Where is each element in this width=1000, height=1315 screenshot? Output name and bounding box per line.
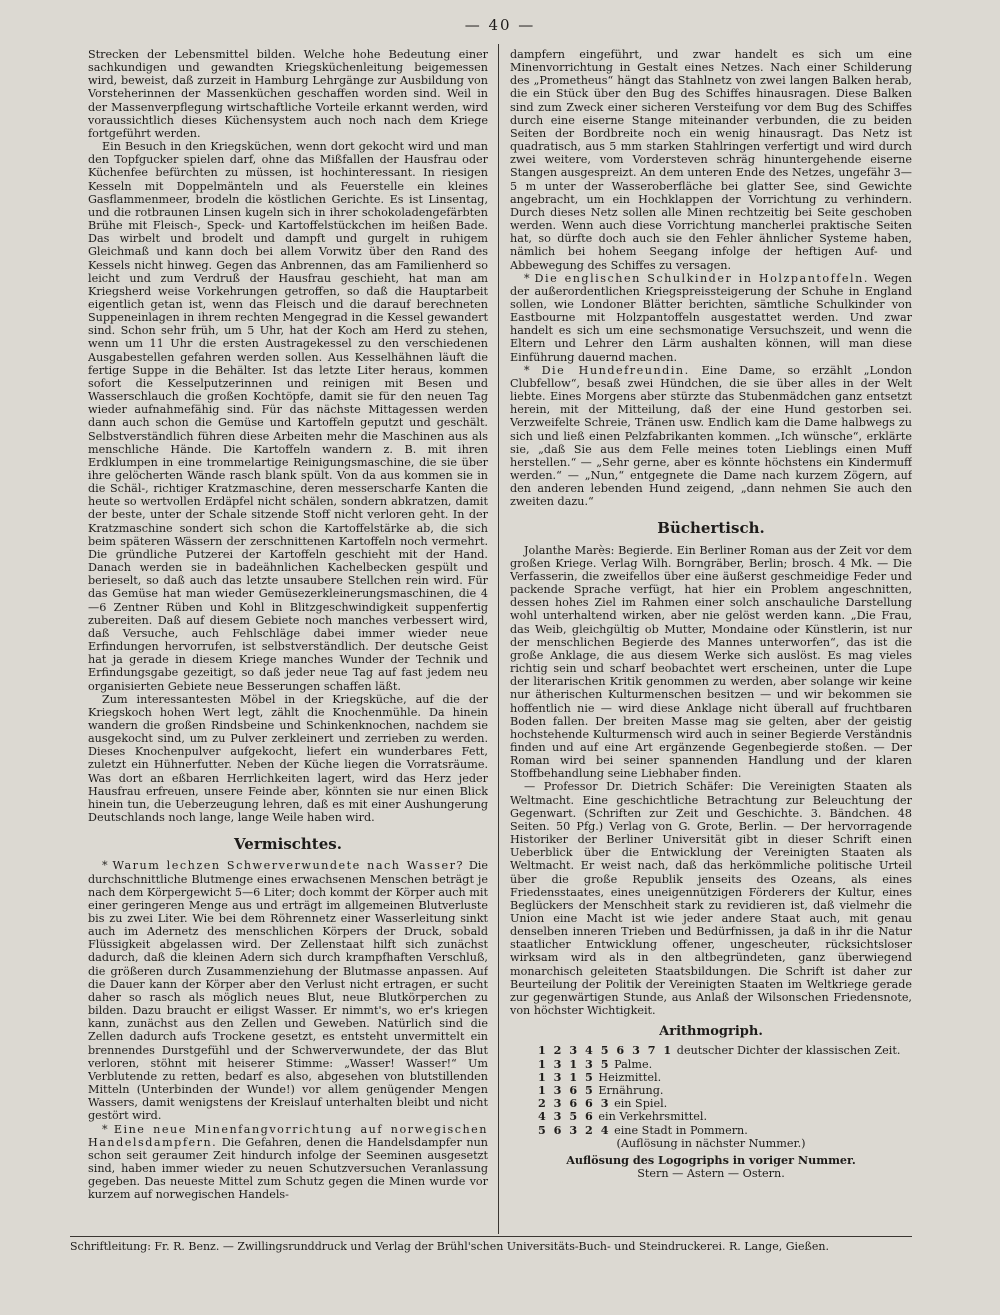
left-column: [88, 48, 488, 1238]
puzzle-row: 1 3 6 5 Ernährung.: [538, 1083, 664, 1098]
section-heading-vermischtes: Vermischtes.: [234, 835, 342, 854]
imprint-footer: Schriftleitung: Fr. R. Benz. — Zwillingsrunddruck und Verlag der Brühl'schen Universitäts-Buch- und Steindruckerei. R. Lange, Gießen.: [70, 1240, 829, 1253]
page-number: — 40 —: [464, 16, 536, 34]
solution-text: Stern — Astern — Ostern.: [637, 1167, 785, 1181]
section-heading-buechertisch: Büchertisch.: [657, 519, 765, 538]
news-item-title: Eine neue Minenfangvorrichtung auf norwegischen Handelsdampfern.: [88, 1122, 488, 1149]
footer-divider: [70, 1236, 912, 1237]
news-item: * Eine neue Minenfangvorrichtung auf norwegischen Handelsdampfern. Die Gefahren, denen die Handelsdampfer nun schon seit geraumer Zeit hindurch infolge der Seeminen ausgesetzt sind, haben immer wieder zu neuen Schutzversuchen Veranlassung gegeben. Das neueste Mittel zum Schutz gegen die Minen wurde vor kurzem auf norwegischen Handels-: [88, 1122, 488, 1202]
news-item-body: Die durchschnittliche Blutmenge eines erwachsenen Menschen beträgt je nach dem Körpergewicht 5—6 Liter; doch kommt der Körper auch mit einer geringeren Menge aus und erträgt im allgemeinen Blutverluste bis zu zwei Liter. Wie bei dem Röhrennetz einer Wasserleitung sinkt auch im Adernetz des menschlichen Körpers der Druck, sobald Flüssigkeit abgelassen wird. Der Zellenstaat hilft sich zunächst dadurch, daß die kleinen Adern sich durch krampfhaften Verschluß, die größeren durch Zusammenziehung der Blutmasse anpassen. Auf die Dauer kann der Körper aber den Verlust nicht ertragen, er sucht daher so rasch als möglich neues Blut, neue Blutkörperchen zu bilden. Dazu braucht er eiligst Wasser. Er nimmt's, wo er's kriegen kann, zunächst aus den Zellen und Geweben. Natürlich sind die Zellen dadurch aufs Trockene gesetzt, es entsteht unvermittelt ein brennendes Durstgefühl und der Schwerverwundete, der das Blut verloren, stöhnt mit heiserer Stimme: „Wasser! Wasser!“ Um Verblutende zu retten, bedarf es also, abgesehen von blutstillenden Mitteln (Unterbinden der Wunde!) vor allem genügender Mengen Wassers, damit wenigstens der Kreislauf unterhalten bleibt und nicht gestört wird.: [88, 859, 488, 1123]
news-item-title: Warum lechzen Schwerverwundete nach Wasser?: [112, 859, 464, 873]
solution-heading: Auflösung des Logogriphs in voriger Nummer.: [566, 1152, 856, 1167]
puzzle-row: 1 3 1 5 Heizmittel.: [538, 1069, 662, 1084]
puzzle-row: 4 3 5 6 ein Verkehrsmittel.: [538, 1109, 707, 1124]
news-item: * Die Hundefreundin. Eine Dame, so erzählt „London Clubfellow“, besaß zwei Hündchen, die sie über alles in der Welt liebte. Eines Morgens aber stürzte das Stubenmädchen ganz entsetzt herein, mit der Mitteilung, daß der eine Hund gestorben sei. Verzweifelte Schreie, Tränen usw. Endlich kam die Dame halbwegs zu sich und ließ einen Pelzfabrikanten kommen. „Ich wünsche“, erklärte sie, „daß Sie aus dem Felle meines toten Lieblings einen Muff herstellen.“ — „Sehr gerne, aber es könnte höchstens ein Kindermuff werden.“ — „Nun,“ entgegnete die Dame nach kurzem Zögern, auf den anderen lebenden Hund zeigend, „dann nehmen Sie auch den zweiten dazu.“: [510, 363, 912, 509]
puzzle-row: 2 3 6 6 3 ein Spiel.: [538, 1096, 668, 1111]
puzzle-row: 1 2 3 4 5 6 3 7 1 deutscher Dichter der klassischen Zeit.: [538, 1043, 901, 1058]
news-item-body: Die Gefahren, denen die Handelsdampfer nun schon seit geraumer Zeit hindurch infolge der Seeminen ausgesetzt sind, haben immer wieder zu neuen Schutzversuchen Veranlassung gegeben. Das neueste Mittel zum Schutz gegen die Minen wurde vor kurzem auf norwegischen Handels-: [88, 1135, 488, 1202]
news-item-title: Die englischen Schulkinder in Holzpantoffeln.: [534, 271, 869, 285]
book-review: Jolanthe Marès: Begierde. Ein Berliner Roman aus der Zeit vor dem großen Kriege. Verlag Wilh. Borngräber, Berlin; brosch. 4 Mk. — Die Verfasserin, die zweifellos über eine äußerst geschmeidige Feder und packende Sprache verfügt, hat hier ein Problem angeschnitten, dessen hohes Ziel im Rahmen einer solch anschauliche Darstellung wohl unterhaltend wirken, aber nie gelöst werden kann. „Die Frau, das Weib, gleichgültig ob Mutter, Mondaine oder Künstlerin, ist nur der menschlichen Begierde des Mannes unterworfen“, das ist die große Anklage, die aus diesem Werke sich auslöst. Es mag vieles richtig sein und scharf beobachtet wert erscheinen, unter die Lupe der literarischen Kritik genommen zu werden, aber solange wir keine nur ätherischen Kulturmenschen besitzen — und wir bekommen sie hoffentlich nie — wird diese Anklage nicht überall auf fruchtbaren Boden fallen. Der breiten Masse mag sie gelten, aber der geistig hochstehende Kulturmensch wird auch in seiner Begierde Verständnis finden und auf eine Art ergänzende Gegenbegierde stoßen. — Der Roman wird bei seiner spannenden Handlung und der klaren Stoffbehandlung seine Liebhaber finden.: [510, 543, 912, 781]
article-paragraph: Zum interessantesten Möbel in der Kriegsküche, auf die der Kriegskoch hohen Wert legt, zählt die Knochenmühle. Da hinein wandern die großen Rindsbeine und Schinkenknochen, nachdem sie ausgekocht sind, um zu Pulver zerkleinert und zerrieben zu werden. Dieses Knochenpulver aufgekocht, liefert ein wunderbares Fett, zuletzt ein Hühnerfutter. Neben der Küche liegen die Vorratsräume. Was dort an eßbaren Herrlichkeiten lagert, wird das Herz jeder Hausfrau erfreuen, unsere Feinde aber, könnten sie nur einen Blick hinein tun, die Ueberzeugung lehren, daß es mit einer Aushungerung Deutschlands noch lange, lange Weile haben wird.: [88, 692, 488, 825]
puzzle-row: 5 6 3 2 4 eine Stadt in Pommern.: [538, 1122, 748, 1137]
article-paragraph: dampfern eingeführt, und zwar handelt es sich um eine Minenvorrichtung in Gestalt eines Netzes. Nach einer Schilderung des „Prometheus“ hängt das Stahlnetz von zwei langen Balken herab, die ein Stück über den Bug des Schiffes hinausragen. Diese Balken sind zum Zweck einer sicheren Versteifung vor dem Bug des Schiffes durch eine eiserne Stange miteinander verbunden, die zu beiden Seiten der Bordbreite noch ein wenig hinausragt. Das Netz ist quadratisch, aus 5 mm starken Stahlringen verfertigt und wird durch zwei weitere, vom Vordersteven schräg hinuntergehende eiserne Stangen ausgespreizt. An dem unteren Ende des Netzes, ungefähr 3—5 m unter der Wasseroberfläche bei glatter See, sind Gewichte angebracht, um ein Hochklappen der Vorrichtung zu verhindern. Durch dieses Netz sollen alle Minen rechtzeitig bei Seite geschoben werden. Wenn auch diese Vorrichtung mancherlei praktische Seiten hat, so dürfte doch auch sie den Fehler ähnlicher Systeme haben, nämlich bei hohem Seegang infolge der heftigen Auf- und Abbewegung des Schiffes zu versagen.: [510, 48, 912, 272]
book-review: — Professor Dr. Dietrich Schäfer: Die Vereinigten Staaten als Weltmacht. Eine geschichtliche Betrachtung zur Beleuchtung der Gegenwart. (Schriften zur Zeit und Geschichte. 3. Bändchen. 48 Seiten. 50 Pfg.) Verlag von G. Grote, Berlin. — Der hervorragende Historiker der Berliner Universität gibt in dieser Schrift einen Ueberblick über die Entwicklung der Vereinigten Staaten als Weltmacht. Er weist nach, daß das herkömmliche politische Urteil über die große Republik jenseits des Ozeans, als eines Friedensstaates, eines uneigennützigen Förderers der Kultur, eines Beglückers der Menschheit stark zu revidieren ist, daß vielmehr die Union eine Macht ist wie jeder andere Staat auch, mit genau denselben inneren Trieben und Bedürfnissen, ja daß in ihr die Natur staatlicher Entwicklung offener, ungescheuter, rücksichtsloser wirksam wird als in den altbegründeten, ganz überwiegend monarchisch geleiteten Staatsbildungen. Die Schrift ist daher zur Beurteilung der Politik der Vereinigten Staaten im Weltkriege gerade zur gegenwärtigen Stunde, aus Anlaß der Wilsonschen Friedensnote, von höchster Wichtigkeit.: [510, 780, 912, 1018]
news-item-body: Eine Dame, so erzählt „London Clubfellow“, besaß zwei Hündchen, die sie über alles in der Welt liebte. Eines Morgens aber stürzte das Stubenmädchen ganz entsetzt herein, mit der Mitteilung, daß der eine Hund gestorben sei. Verzweifelte Schreie, Tränen usw. Endlich kam die Dame halbwegs zu sich und ließ einen Pelzfabrikanten kommen. „Ich wünsche“, erklärte sie, „daß Sie aus dem Felle meines toten Lieblings einen Muff herstellen.“ — „Sehr gerne, aber es könnte höchstens ein Kindermuff werden.“ — „Nun,“ entgegnete die Dame nach kurzem Zögern, auf den anderen lebenden Hund zeigend, „dann nehmen Sie auch den zweiten dazu.“: [510, 363, 912, 509]
column-divider: [498, 44, 499, 1234]
puzzle-row: 1 3 1 3 5 Palme.: [538, 1056, 653, 1071]
puzzle-note: (Auflösung in nächster Nummer.): [616, 1136, 806, 1150]
news-item: * Warum lechzen Schwerverwundete nach Wasser? Die durchschnittliche Blutmenge eines erwachsenen Menschen beträgt je nach dem Körpergewicht 5—6 Liter; doch kommt der Körper auch mit einer geringeren Menge aus und erträgt im allgemeinen Blutverluste bis zu zwei Liter. Wie bei dem Röhrennetz einer Wasserleitung sinkt auch im Adernetz des menschlichen Körpers der Druck, sobald Flüssigkeit abgelassen wird. Der Zellenstaat hilft sich zunächst dadurch, daß die kleinen Adern sich durch krampfhaften Verschluß, die größeren durch Zusammenziehung der Blutmasse anpassen. Auf die Dauer kann der Körper aber den Verlust nicht ertragen, er sucht daher so rasch als möglich neues Blut, neue Blutkörperchen zu bilden. Dazu braucht er eiligst Wasser. Er nimmt's, wo er's kriegen kann, zunächst aus den Zellen und Geweben. Natürlich sind die Zellen dadurch aufs Trockene gesetzt, es entsteht unvermittelt ein brennendes Durstgefühl und der Schwerverwundete, der das Blut verloren, stöhnt mit heiserer Stimme: „Wasser! Wasser!“ Um Verblutende zu retten, bedarf es also, abgesehen von blutstillenden Mitteln (Unterbinden der Wunde!) vor allem genügender Mengen Wassers, damit wenigstens der Kreislauf unterhalten bleibt und nicht gestört wird.: [88, 859, 488, 1123]
news-item: * Die englischen Schulkinder in Holzpantoffeln. Wegen der außerordentlichen Kriegspreissteigerung der Schuhe in England sollen, wie Londoner Blätter berichten, sämtliche Schulkinder von Eastbourne mit Holzpantoffeln ausgestattet werden. Und zwar handelt es sich um eine sechsmonatige Versuchszeit, und wenn die Eltern und Lehrer den Lärm aushalten können, will man diese Einführung dauernd machen.: [510, 271, 912, 364]
article-paragraph: Strecken der Lebensmittel bilden. Welche hohe Bedeutung einer sachkundigen und gewandten Kriegsküchenleitung beigemessen wird, beweist, daß zurzeit in Hamburg Lehrgänge zur Ausbildung von Vorsteherinnen der Massenküchen geschaffen worden sind. Weil in der Massenverpflegung wirtschaftliche Vorteile erkannt werden, wird voraussichtlich dieses Küchensystem auch noch nach dem Kriege fortgeführt werden.: [88, 48, 488, 140]
section-heading-arithmogriph: Arithmogriph.: [659, 1024, 763, 1040]
right-column: [510, 48, 912, 1238]
news-item-title: Die Hundefreundin.: [541, 363, 690, 377]
news-item-body: Wegen der außerordentlichen Kriegspreissteigerung der Schuhe in England sollen, wie Londoner Blätter berichten, sämtliche Schulkinder von Eastbourne mit Holzpantoffeln ausgestattet werden. Und zwar handelt es sich um eine sechsmonatige Versuchszeit, und wenn die Eltern und Lehrer den Lärm aushalten können, will man diese Einführung dauernd machen.: [510, 271, 912, 364]
article-paragraph: Ein Besuch in den Kriegsküchen, wenn dort gekocht wird und man den Topfgucker spielen darf, ohne das Mißfallen der Hausfrau oder Küchenfee befürchten zu müssen, ist hochinteressant. In riesigen Kesseln mit Doppelmänteln und als Feuerstelle ein kleines Gasflammenmeer, brodeln die köstlichen Gerichte. Es ist Linsentag, und die rotbraunen Linsen kugeln sich in ihrer schokoladengefärbten Brühe mit Fleisch-, Speck- und Kartoffelstückchen im heißen Bade. Das wirbelt und brodelt und dampft und gurgelt in ruhigem Gleichmaß und kann doch bei allem Vorwitz über den Rand des Kessels nicht hinweg. Gegen das Anbrennen, das am Familienherd so leicht und zum Verdruß der Hausfrau geschieht, hat man am Kriegsherd weise Vorkehrungen getroffen, so daß die Hauptarbeit eigentlich getan ist, wenn das Fleisch und die darauf berechneten Suppeneinlagen in ihrem rechten Mengegrad in die Kessel gewandert sind. Schon sehr früh, um 5 Uhr, hat der Koch am Herd zu stehen, wenn um 11 Uhr die ersten Austragekessel zu den verschiedenen Ausgabestellen gefahren werden sollen. Aus Kesselhähnen läuft die fertige Suppe in die Behälter. Ist das letzte Liter heraus, kommen sofort die Kesselputzerinnen und reinigen mit Besen und Wasserschlauch die großen Kochtöpfe, damit sie für den neuen Tag wieder aufnahmefähig sind. Für das nächste Mittagessen werden dann auch schon die Gemüse und Kartoffeln geputzt und geschält. Selbstverständlich führen diese Arbeiten mehr die Maschinen aus als menschliche Hände. Die Kartoffeln wandern z. B. mit ihren Erdklumpen in eine trommelartige Reinigungsmaschine, die sie über ihre gelöcherten Wände rasch blank spült. Von da aus kommen sie in die Schäl-, richtiger Kratzmaschine, deren messerscharfe Kanten die heute so wertvollen Erdäpfel nicht schälen, sondern abkratzen, damit der beste, unter der Schale sitzende Stoff nicht verloren geht. In der Kratzmaschine sondert sich schon die Kartoffelstärke ab, die sich beim späteren Wässern der zerschnittenen Kartoffeln noch vermehrt. Die gründliche Putzerei der Kartoffeln geschieht mit der Hand. Danach werden sie in badeähnlichen Kachelbecken gespült und berieselt, so daß auch das letzte unsaubere Stellchen rein wird. Für das Gemüse hat man wieder Gemüsezerkleinerungsmaschinen, die 4—6 Zentner Rüben und Kohl in Blitzgeschwindigkeit suppenfertig zubereiten. Daß auf diesem Gebiete noch manches verbessert wird, daß Versuche, auch Fehlschläge dabei immer wieder neue Erfindungen hervorrufen, ist selbstverständlich. Der deutsche Geist hat ja gerade in diesem Kriege manches Wunder der Technik und Erfindungsgabe gezeitigt, so daß jeder neue Tag auf fast jedem neu organisierten Gebiete neue Besserungen schaffen läßt.: [88, 140, 488, 693]
arithmogriph-puzzle: [538, 1044, 912, 1136]
